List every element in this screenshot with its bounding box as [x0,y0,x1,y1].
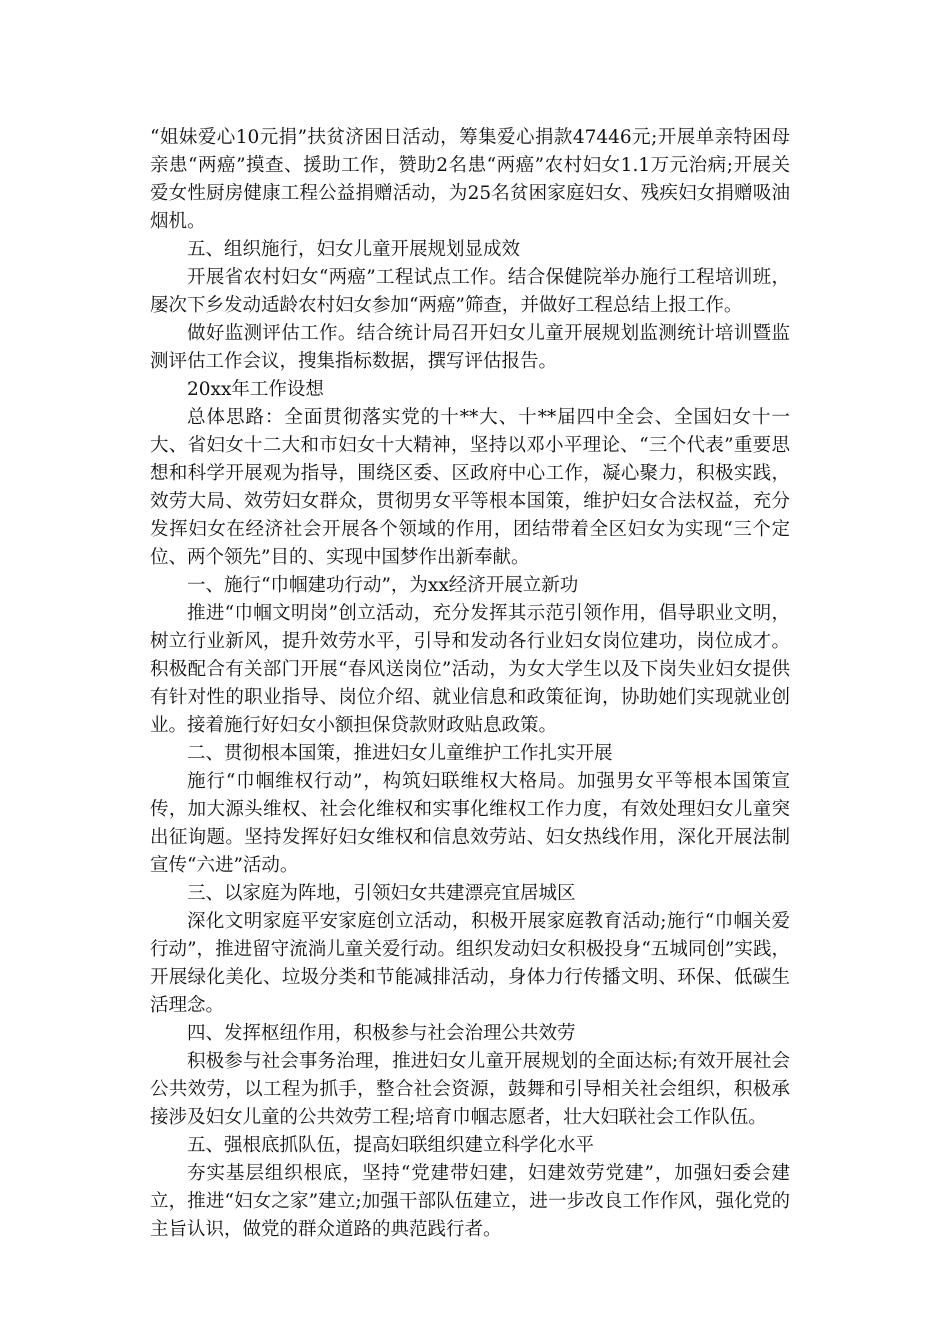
section-heading-3: 三、以家庭为阵地，引领妇女共建漂亮宜居城区 [187,883,576,904]
section-heading-5-organize: 五、组织施行，妇女儿童开展规划显成效 [187,239,521,260]
section-heading-work-plan: 20xx年工作设想 [187,379,324,400]
paragraph-section-5: 夯实基层组织根底，坚持“党建带妇建，妇建效劳党建”，加强妇委会建立，推进“妇女之家”建立;加强干部队伍建立，进一步改良工作作风，强化党的主旨认识，做党的群众道路的典范践行者。 [150,1163,790,1240]
paragraph-section-1: 推进“巾帼文明岗”创立活动，充分发挥其示范引领作用，倡导职业文明，树立行业新风，提升效劳水平，引导和发动各行业妇女岗位建功，岗位成才。积极配合有关部门开展“春风送岗位”活动，为女大学生以及下岗失业妇女提供有针对性的职业指导、岗位介绍、就业信息和政策征询，协助她们实现就业创业。接着施行好妇女小额担保贷款财政贴息政策。 [150,603,790,736]
paragraph-section-4: 积极参与社会事务治理，推进妇女儿童开展规划的全面达标;有效开展社会公共效劳，以工程为抓手，整合社会资源，鼓舞和引导相关社会组织，积极承接涉及妇女儿童的公共效劳工程;培育巾帼志愿者，壮大妇联社会工作队伍。 [150,1051,790,1128]
section-heading-1: 一、施行“巾帼建功行动”，为xx经济开展立新功 [187,575,579,596]
paragraph-monitoring: 做好监测评估工作。结合统计局召开妇女儿童开展规划监测统计培训暨监测评估工作会议，搜集指标数据，撰写评估报告。 [150,323,790,372]
section-heading-5: 五、强根底抓队伍，提高妇联组织建立科学化水平 [187,1135,595,1156]
paragraph-continuation: “姐妹爱心10元捐”扶贫济困日活动，筹集爱心捐款47446元;开展单亲特困母亲患“两癌”摸查、援助工作，赞助2名患“两癌”农村妇女1.1万元治病;开展关爱女性厨房健康工程公益捐赠活动，为25名贫困家庭妇女、残疾妇女捐赠吸油烟机。 [150,127,790,232]
paragraph-overall-idea: 总体思路：全面贯彻落实党的十**大、十**届四中全会、全国妇女十一大、省妇女十二大和市妇女十大精神，坚持以邓小平理论、“三个代表”重要思想和科学开展观为指导，围绕区委、区政府中心工作，凝心聚力，积极实践，效劳大局、效劳妇女群众，贯彻男女平等根本国策，维护妇女合法权益，充分发挥妇女在经济社会开展各个领域的作用，团结带着全区妇女为实现“三个定位、两个领先”目的、实现中国梦作出新奉献。 [150,407,790,568]
section-heading-2: 二、贯彻根本国策，推进妇女儿童维护工作扎实开展 [187,743,613,764]
paragraph-two-cancer-project: 开展省农村妇女“两癌”工程试点工作。结合保健院举办施行工程培训班，屡次下乡发动适龄农村妇女参加“两癌”筛查，并做好工程总结上报工作。 [150,267,790,316]
section-heading-4: 四、发挥枢纽作用，积极参与社会治理公共效劳 [187,1023,576,1044]
document-page [150,124,790,1244]
paragraph-section-3: 深化文明家庭平安家庭创立活动，积极开展家庭教育活动;施行“巾帼关爱行动”，推进留守流淌儿童关爱行动。组织发动妇女积极投身“五城同创”实践，开展绿化美化、垃圾分类和节能减排活动，身体力行传播文明、环保、低碳生活理念。 [150,911,790,1016]
paragraph-section-2: 施行“巾帼维权行动”，构筑妇联维权大格局。加强男女平等根本国策宣传，加大源头维权、社会化维权和实事化维权工作力度，有效处理妇女儿童突出征询题。坚持发挥好妇女维权和信息效劳站、妇女热线作用，深化开展法制宣传“六进”活动。 [150,771,790,876]
